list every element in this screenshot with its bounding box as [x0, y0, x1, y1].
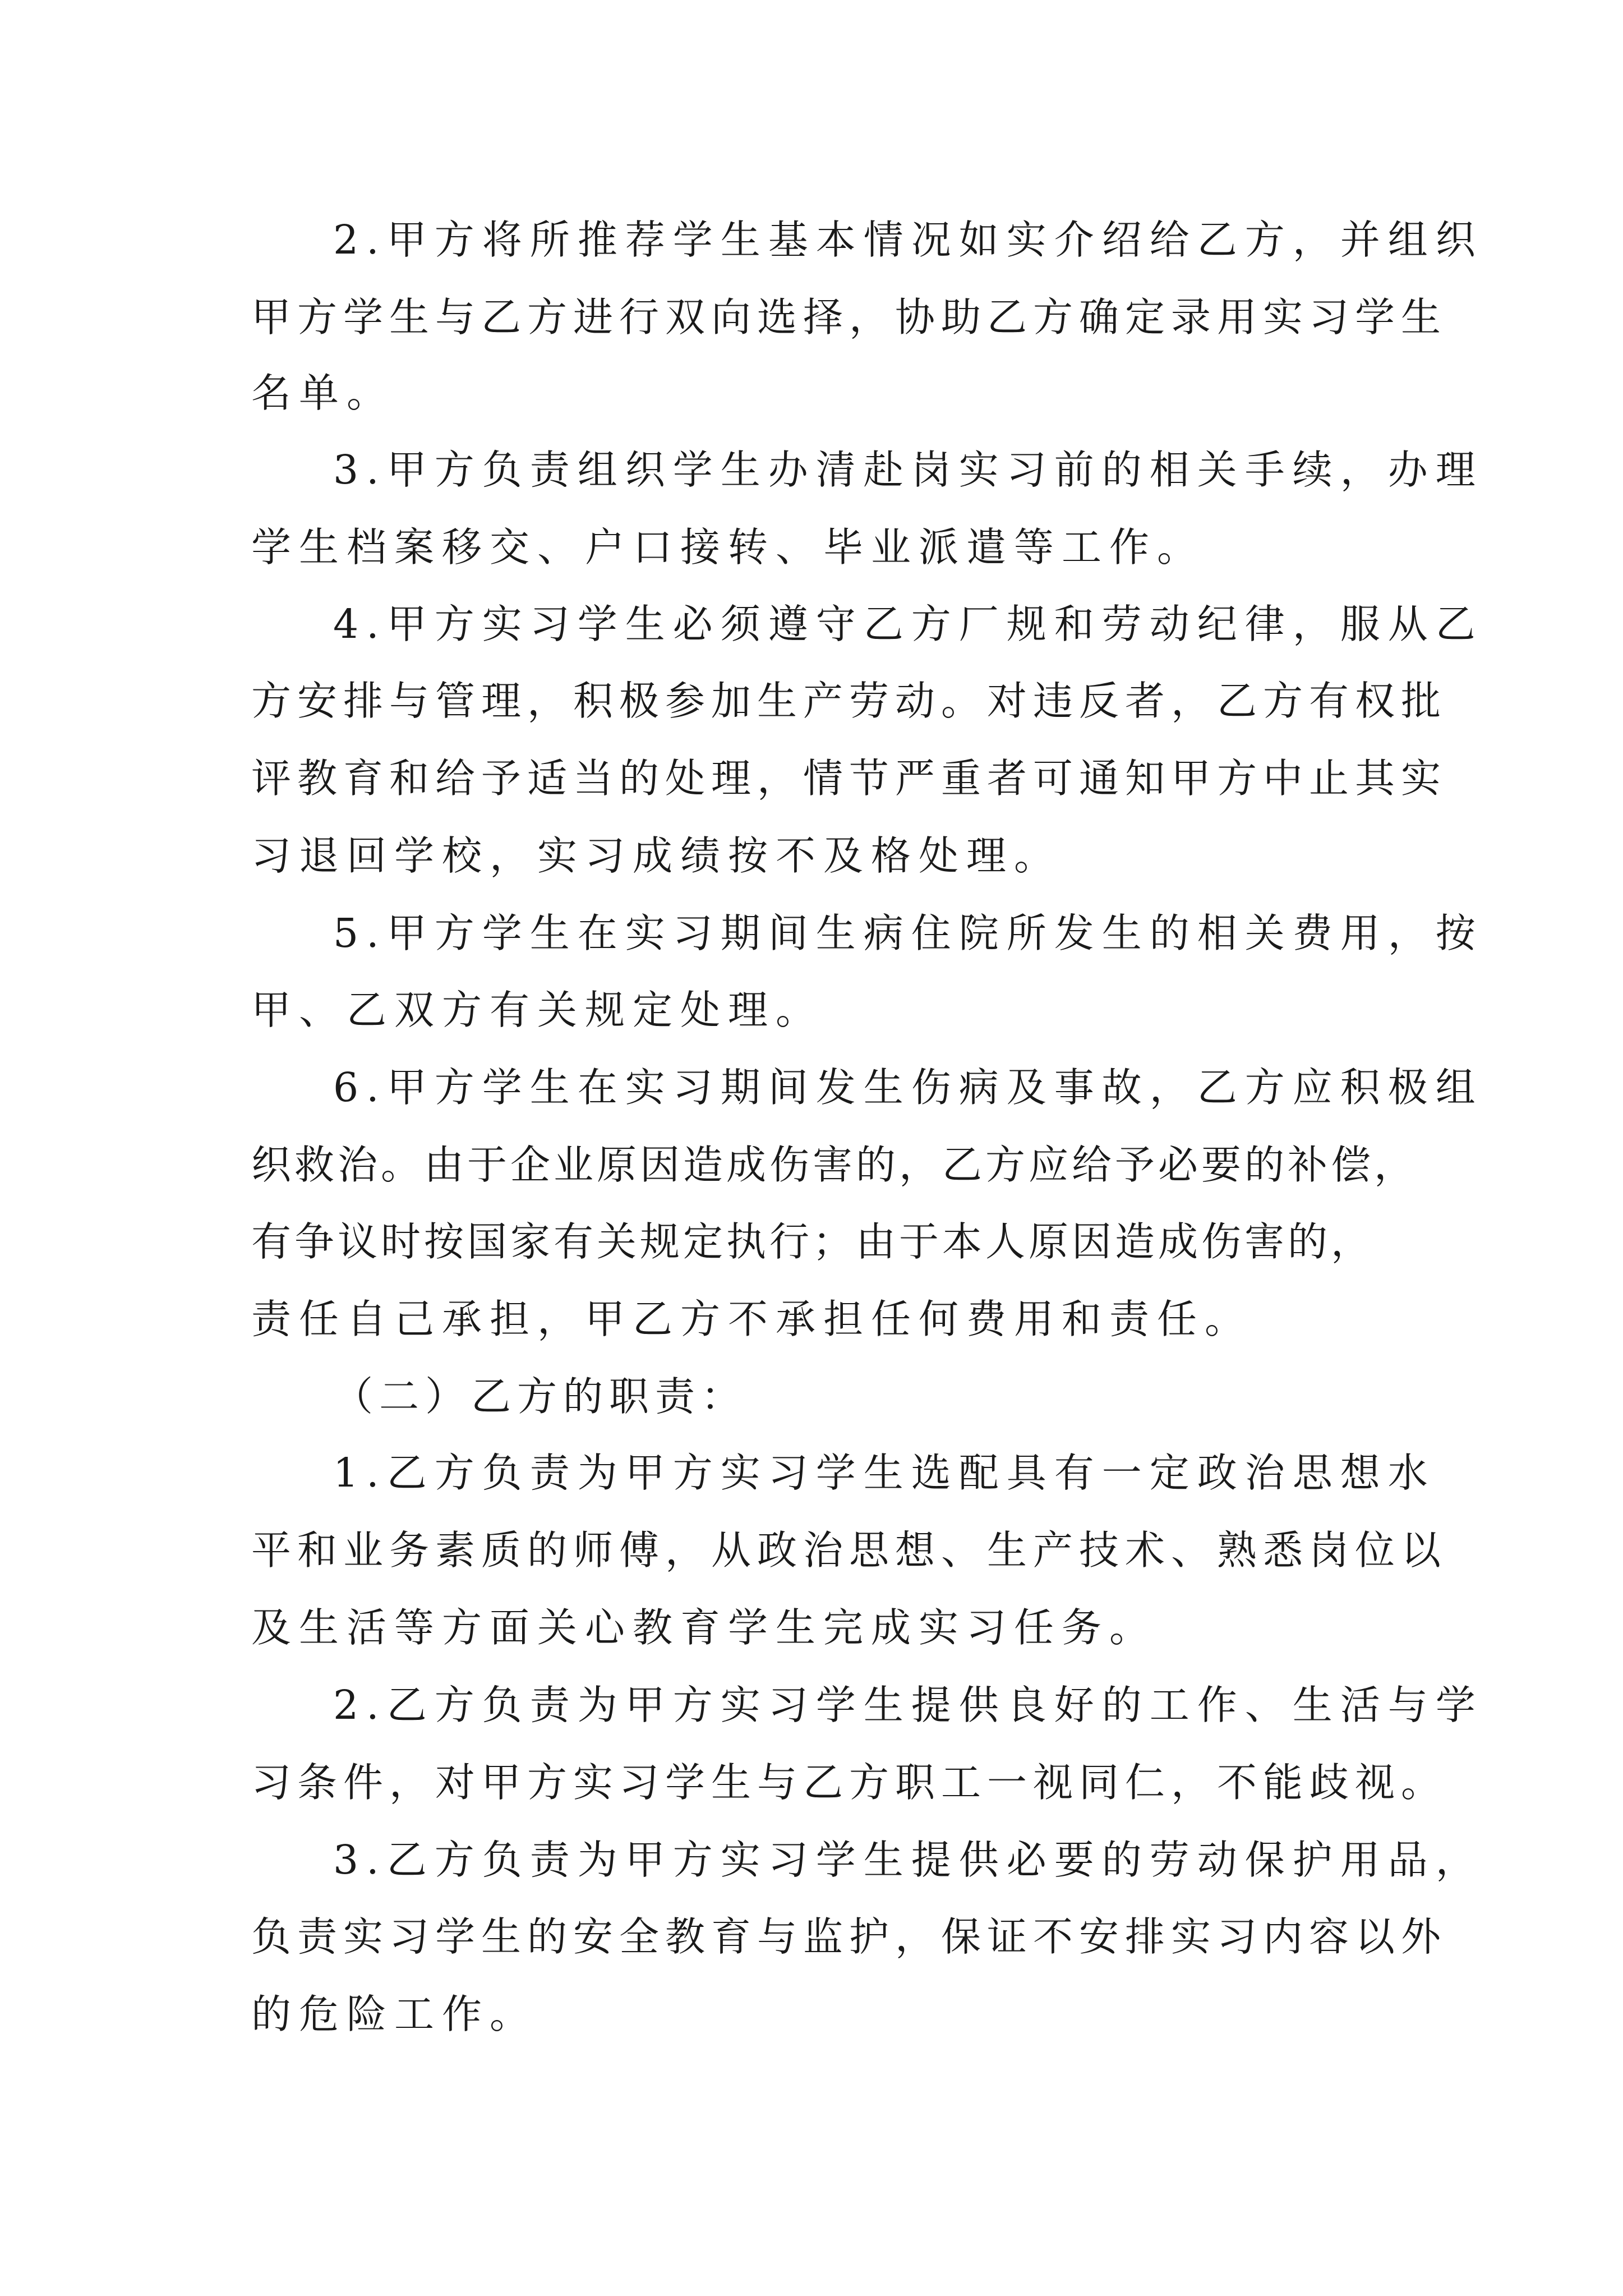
text-line: 甲、乙双方有关规定处理。 — [251, 987, 824, 1033]
text-line: 名单。 — [251, 370, 395, 416]
text-line: 学生档案移交、户口接转、毕业派遣等工作。 — [251, 524, 1205, 570]
text-line: 负责实习学生的安全教育与监护，保证不安排实习内容以外 — [251, 1913, 1447, 1960]
text-line: 5.甲方学生在实习期间生病住院所发生的相关费用，按 — [333, 910, 1483, 956]
text-line: 2.甲方将所推荐学生基本情况如实介绍给乙方，并组织 — [333, 217, 1483, 263]
text-line: 责任自己承担，甲乙方不承担任何费用和责任。 — [251, 1296, 1253, 1342]
text-line: 6.甲方学生在实习期间发生伤病及事故，乙方应积极组 — [333, 1064, 1483, 1111]
text-line: 习条件，对甲方实习学生与乙方职工一视同仁，不能歧视。 — [251, 1759, 1447, 1806]
text-line: 3.乙方负责为甲方实习学生提供必要的劳动保护用品， — [333, 1837, 1483, 1883]
text-line: 的危险工作。 — [251, 1991, 538, 2037]
text-line: 评教育和给予适当的处理，情节严重者可通知甲方中止其实 — [251, 755, 1447, 802]
section-heading: （二）乙方的职责： — [333, 1373, 748, 1420]
text-line: 1.乙方负责为甲方实习学生选配具有一定政治思想水 — [333, 1450, 1436, 1496]
text-line: 甲方学生与乙方进行双向选择，协助乙方确定录用实习学生 — [251, 294, 1447, 341]
text-line: 3.甲方负责组织学生办清赴岗实习前的相关手续，办理 — [333, 447, 1483, 493]
text-line: 及生活等方面关心教育学生完成实习任务。 — [251, 1604, 1158, 1651]
text-line: 有争议时按国家有关规定执行；由于本人原因造成伤害的， — [251, 1218, 1375, 1265]
text-line: 4.甲方实习学生必须遵守乙方厂规和劳动纪律，服从乙 — [333, 601, 1483, 647]
text-line: 2.乙方负责为甲方实习学生提供良好的工作、生活与学 — [333, 1682, 1483, 1728]
text-line: 习退回学校，实习成绩按不及格处理。 — [251, 832, 1062, 879]
text-line: 织救治。由于企业原因造成伤害的，乙方应给予必要的补偿， — [251, 1142, 1418, 1188]
text-line: 方安排与管理，积极参加生产劳动。对违反者，乙方有权批 — [251, 678, 1447, 724]
text-line: 平和业务素质的师傅，从政治思想、生产技术、熟悉岗位以 — [251, 1527, 1447, 1573]
